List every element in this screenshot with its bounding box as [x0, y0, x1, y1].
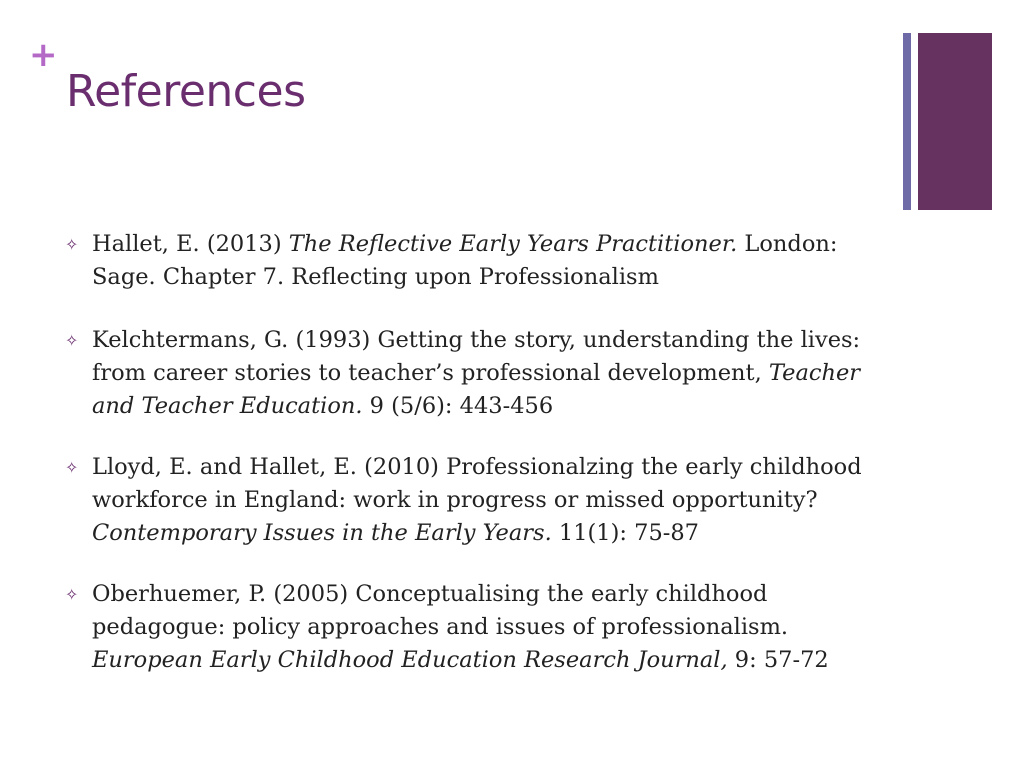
reference-item: [65, 451, 895, 550]
plus-icon: +: [29, 35, 58, 75]
decorative-bar-thin: [903, 33, 911, 210]
bullet-icon: ✧: [65, 458, 79, 477]
bullet-icon: ✧: [65, 585, 79, 604]
reference-article-title: Conceptualising the early childhood pedagogue: policy approaches and issues of professionalism.: [92, 581, 789, 640]
reference-details: 9: 57-72: [727, 647, 829, 673]
reference-article-title: Professionalzing the early childhood workforce in England: work in progress or missed opportunity?: [92, 454, 862, 513]
reference-details: 9 (5/6): 443-456: [362, 393, 554, 419]
reference-authors: Kelchtermans, G. (1993): [92, 327, 378, 353]
reference-details: London: Sage. Chapter 7. Reflecting upon Professionalism: [92, 231, 838, 290]
reference-item: [65, 578, 895, 677]
reference-list: [65, 228, 895, 707]
decorative-bar-thick: [918, 33, 992, 210]
bullet-icon: ✧: [65, 235, 79, 254]
reference-item: [65, 324, 895, 423]
reference-article-title: Getting the story, understanding the lives: from career stories to teacher’s professional development,: [92, 327, 861, 386]
slide-title: References: [66, 66, 306, 117]
reference-details: 11(1): 75-87: [551, 520, 699, 546]
reference-authors: Hallet, E. (2013): [92, 231, 289, 257]
reference-book-title: The Reflective Early Years Practitioner.: [288, 231, 738, 257]
reference-journal: European Early Childhood Education Research Journal,: [92, 647, 728, 673]
reference-authors: Lloyd, E. and Hallet, E. (2010): [92, 454, 447, 480]
bullet-icon: ✧: [65, 331, 79, 350]
reference-authors: Oberhuemer, P. (2005): [92, 581, 356, 607]
reference-journal: Teacher and Teacher Education.: [92, 360, 861, 419]
reference-journal: Contemporary Issues in the Early Years.: [92, 520, 552, 546]
reference-item: [65, 228, 895, 294]
